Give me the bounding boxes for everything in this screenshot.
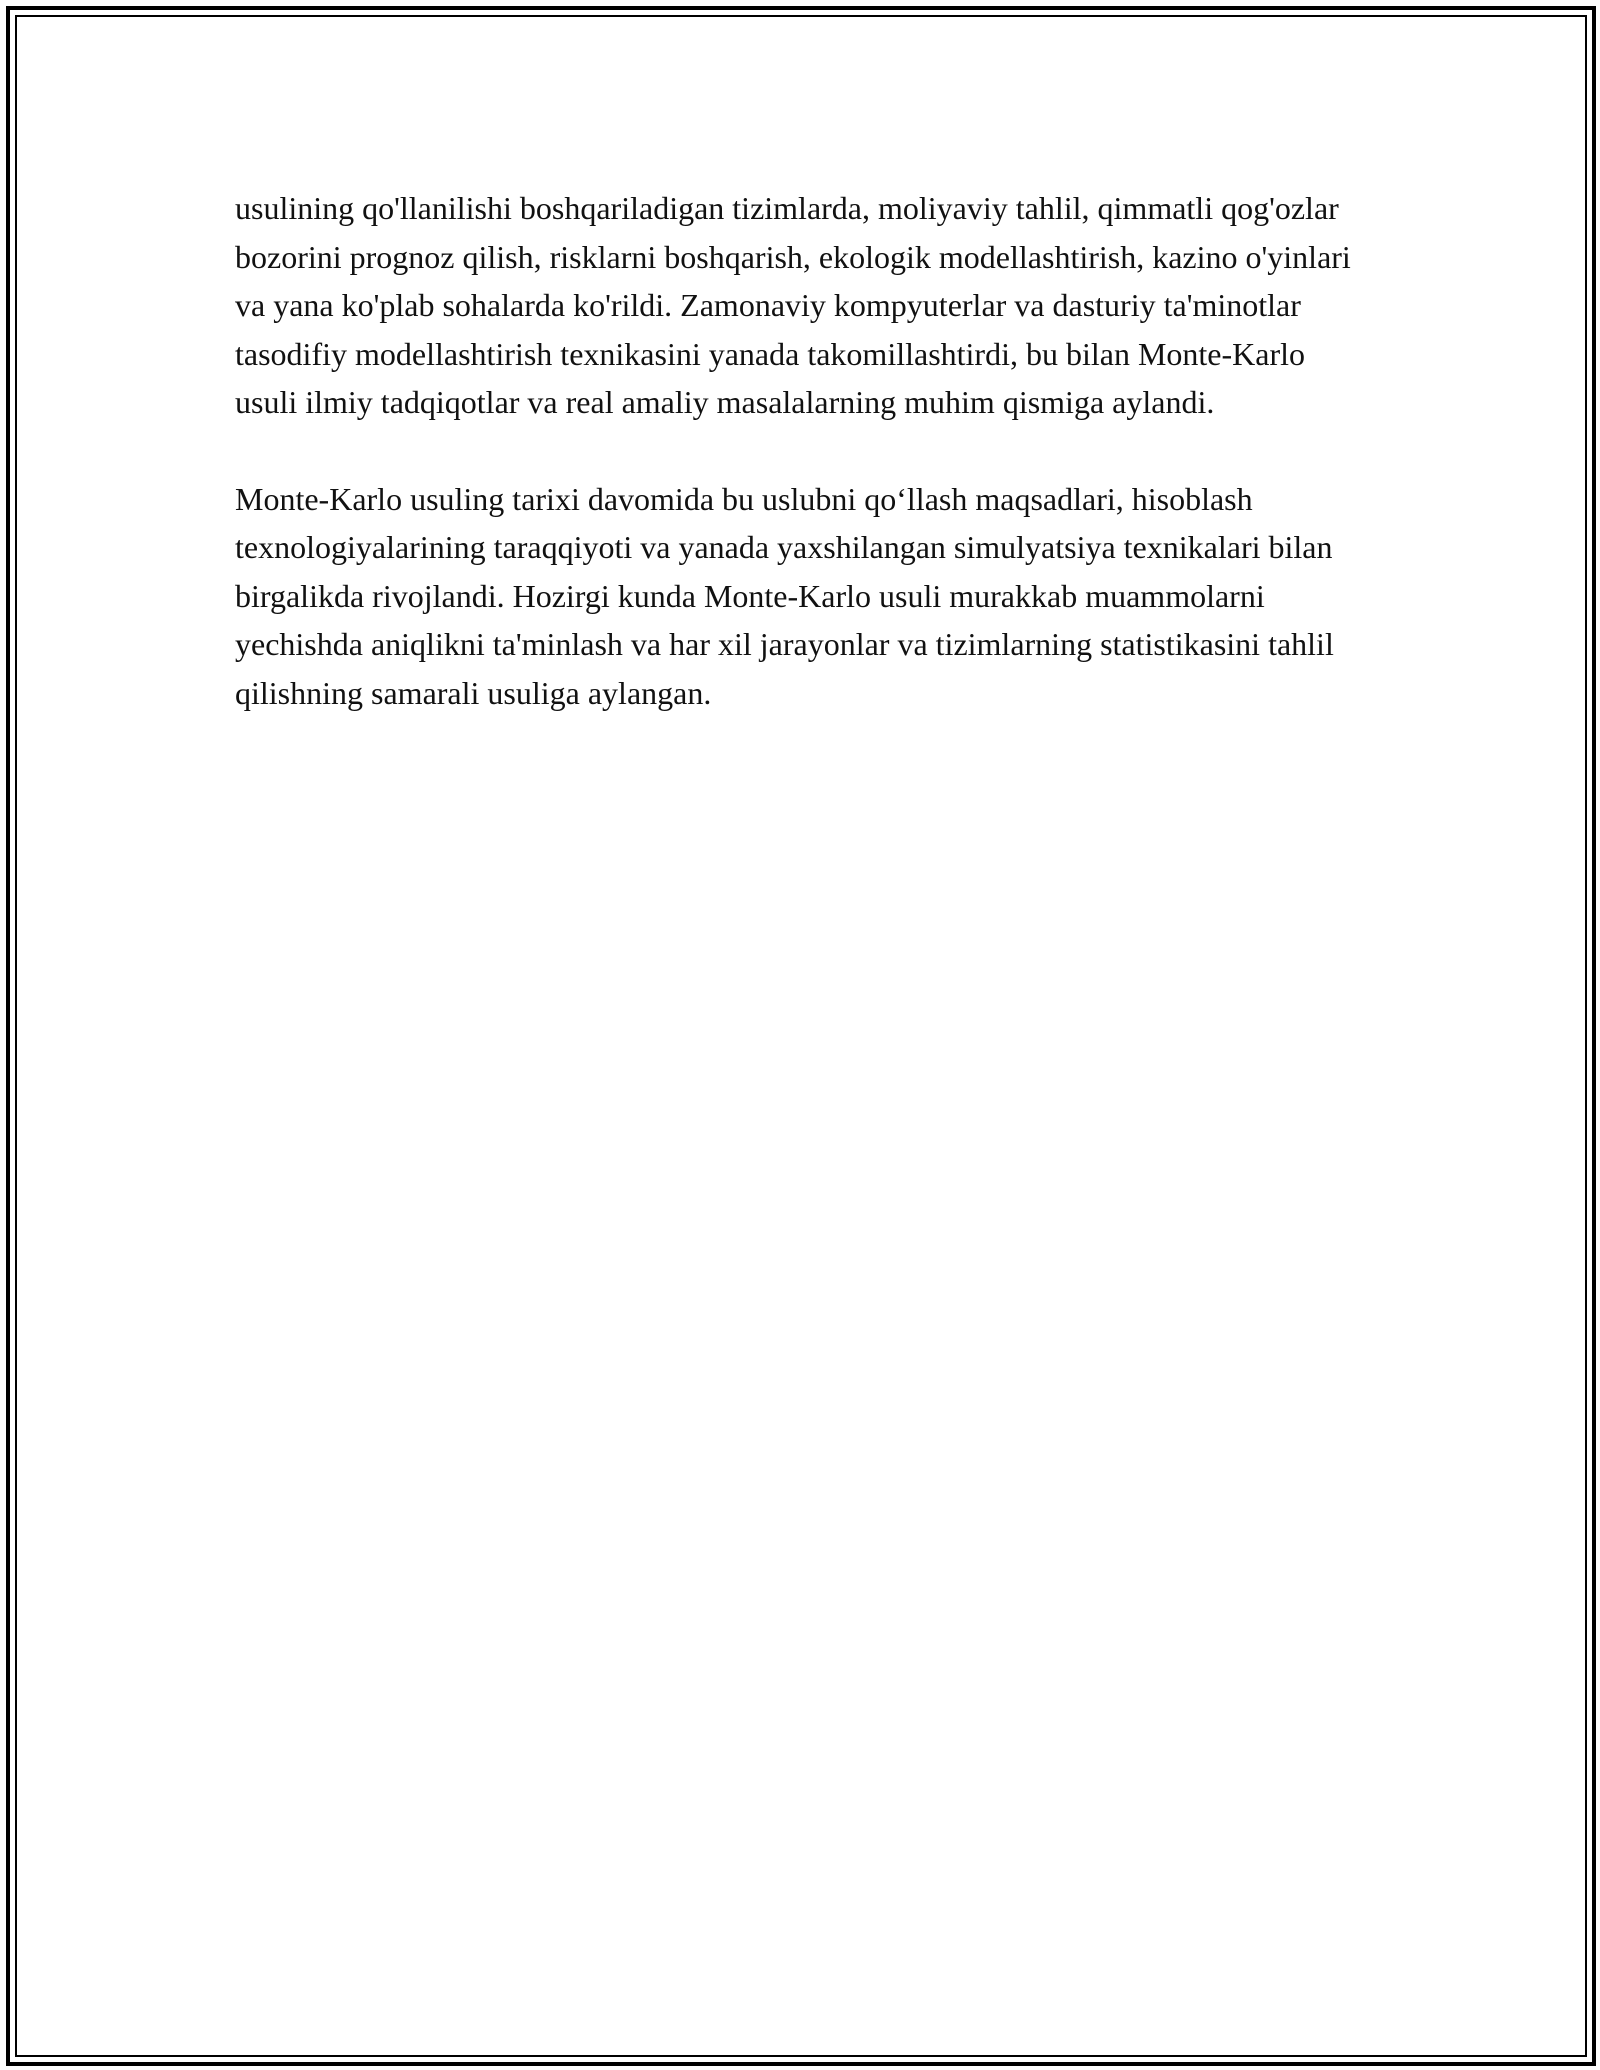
paragraph-1: usulining qo'llanilishi boshqariladigan tizimlarda, moliyaviy tahlil, qimmatli qog'ozlar bozorini prognoz qilish, risklarni boshqarish, ekologik modellashtirish, kazino o'yinlari va yana ko'plab sohalarda ko'rildi. Zamonaviy kompyuterlar va dasturiy ta'minotlar tasodifiy modellashtirish texnikasini yanada takomillashtirdi, bu bilan Monte-Karlo usuli ilmiy tadqiqotlar va real amaliy masalalarning muhim qismiga aylandi. xyxy=(235,190,1351,420)
document-body xyxy=(235,184,1375,717)
paragraph-2: Monte-Karlo usuling tarixi davomida bu uslubni qo‘llash maqsadlari, hisoblash texnologiyalarining taraqqiyoti va yanada yaxshilangan simulyatsiya texnikalari bilan birgalikda rivojlandi. Hozirgi kunda Monte-Karlo usuli murakkab muammolarni yechishda aniqlikni ta'minlash va har xil jarayonlar va tizimlarning statistikasini tahlil qilishning samarali usuliga aylangan. xyxy=(235,480,1334,711)
